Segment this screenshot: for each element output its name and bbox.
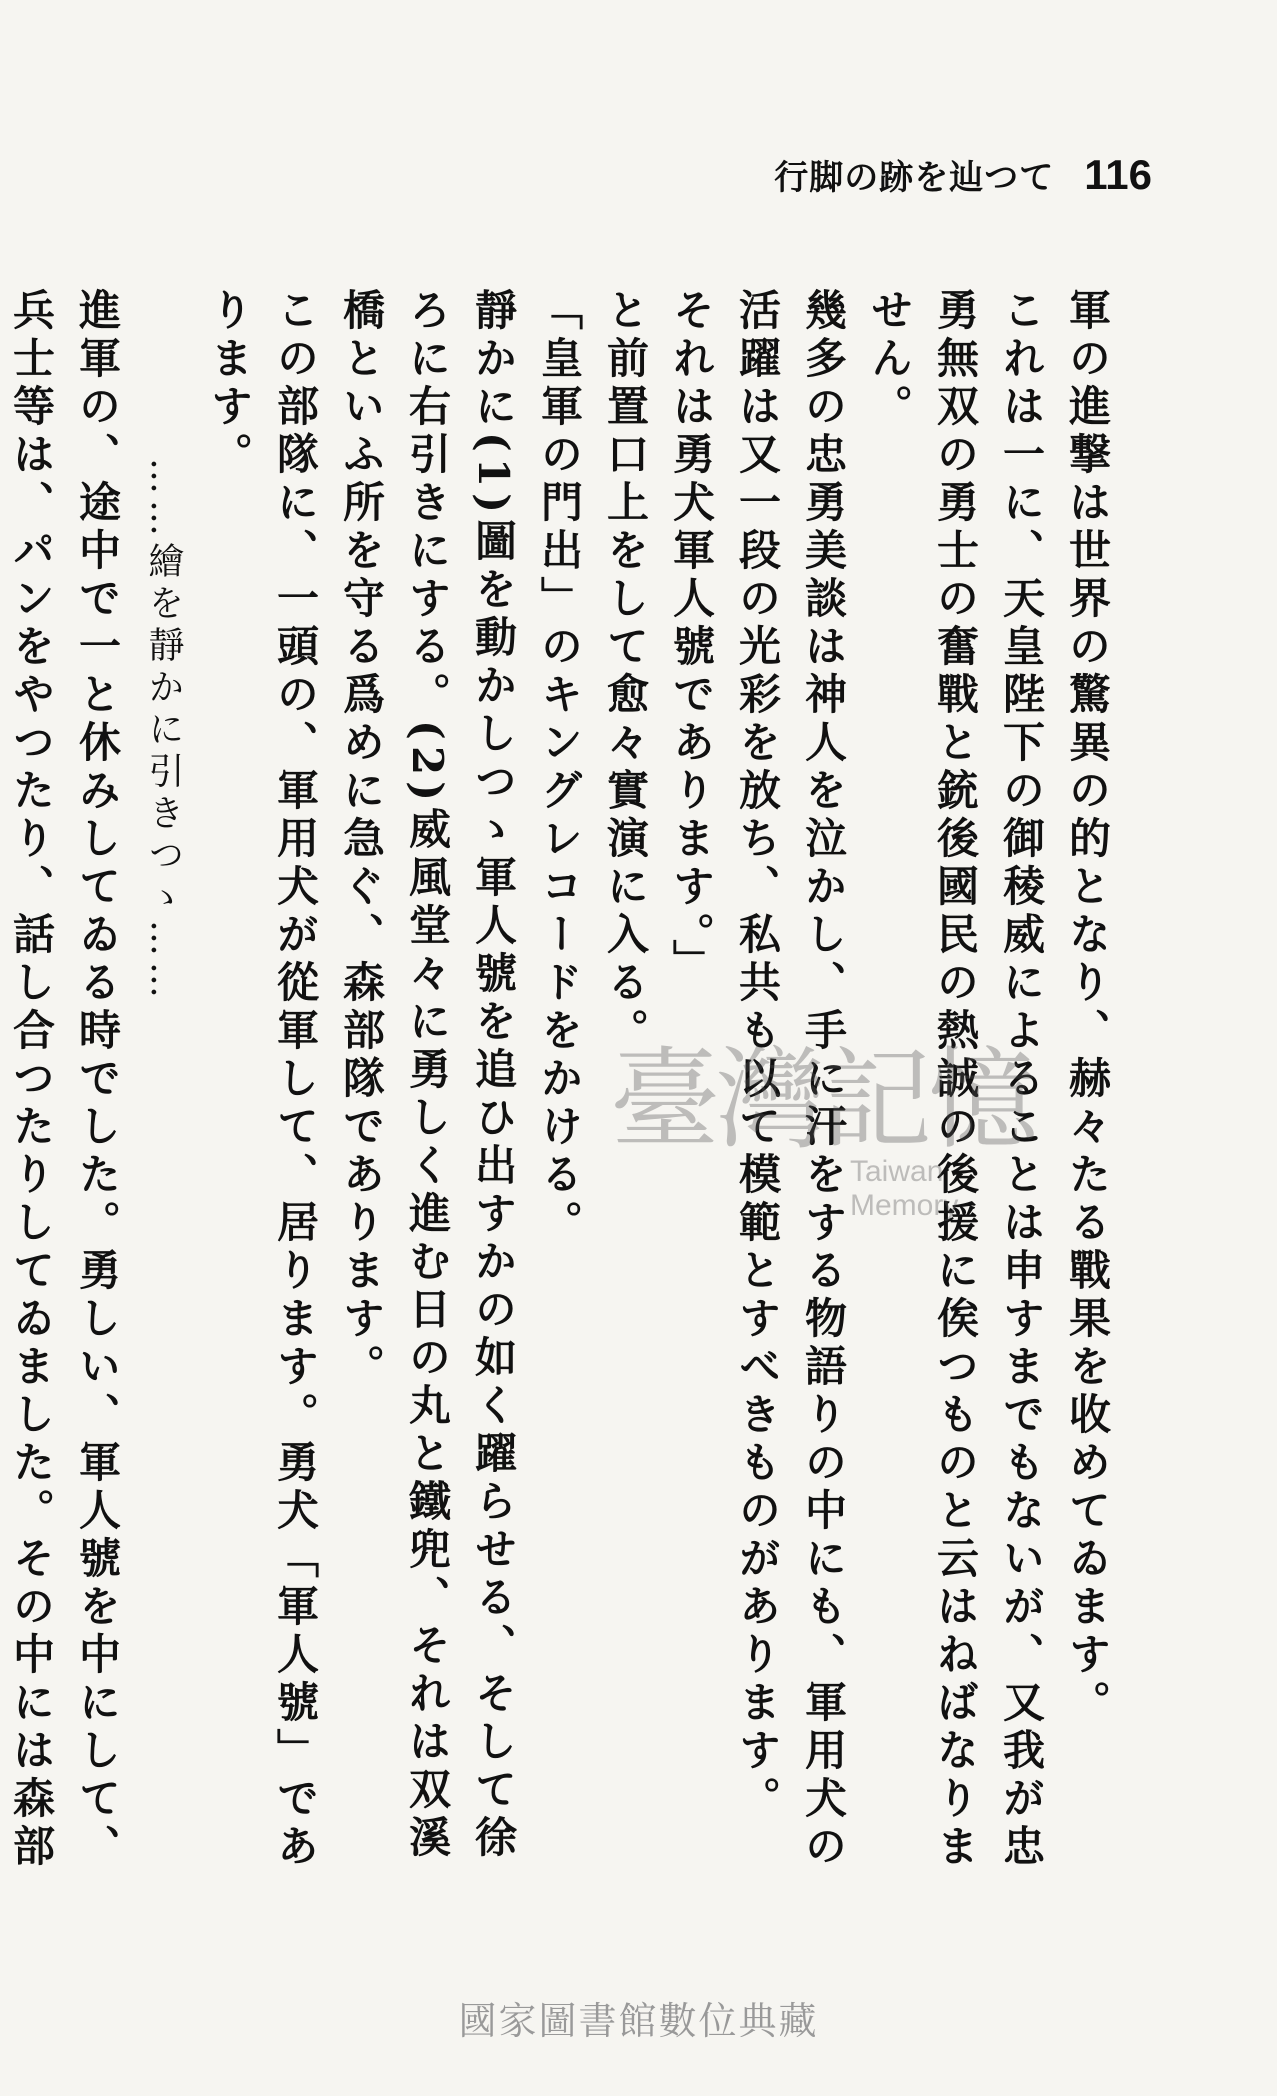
stage-direction: ……繪を靜かに引きつゝ…… [143, 458, 184, 1004]
paragraph: これは一に、天皇陛下の御稜威によることは申すまでもないが、又我が忠勇無双の勇士の奮戰と銃後國民の熱誠の後援に俟つものと云はねばなりません。 [865, 288, 1046, 1872]
paragraph: それは勇犬軍人號であります。」 [667, 288, 716, 987]
paragraph: 軍の進撃は世界の驚異の的となり、赫々たる戰果を收めてゐます。 [1063, 288, 1112, 1728]
page-header [774, 150, 1152, 199]
page-number: 116 [1084, 151, 1152, 198]
footer-credit: 國家圖書館數位典藏 [458, 1999, 819, 2043]
paragraph: この部隊に、一頭の、軍用犬が從軍して、居ります。勇犬「軍人號」であります。 [205, 288, 320, 1872]
running-title: 行脚の跡を辿つて [774, 158, 1055, 198]
paragraph: 進軍の、途中で一と休みしてゐる時でした。勇しい、軍人號を中にして、兵士等は、パンをやつたり、話し合つたりしてゐました。その中には森部 [7, 288, 122, 1872]
paragraph: と前置口上をして愈々實演に入る。 [601, 288, 650, 1056]
paragraph: 幾多の忠勇美談は神人を泣かし、手に汗をする物語りの中にも、軍用犬の活躍は又一段の光彩を放ち、私共も以て模範とすべきものがあります。 [733, 288, 848, 1872]
watermark-english: Taiwan Memory [850, 1155, 959, 1222]
watermark-chinese: 臺灣記憶 [610, 1036, 1034, 1164]
paragraph: 「皇軍の門出」のキングレコードをかける。 [535, 288, 584, 1248]
vertical-body-text [7, 288, 1120, 1908]
paragraph: 靜かに(1)圖を動かしつゝ軍人號を追ひ出すかの如く躍らせる、そして徐ろに右引きにする。(2)威風堂々に勇しく進む日の丸と鐵兜、それは双溪橋といふ所を守る爲めに急ぐ、森部隊であります。 [337, 288, 518, 1863]
